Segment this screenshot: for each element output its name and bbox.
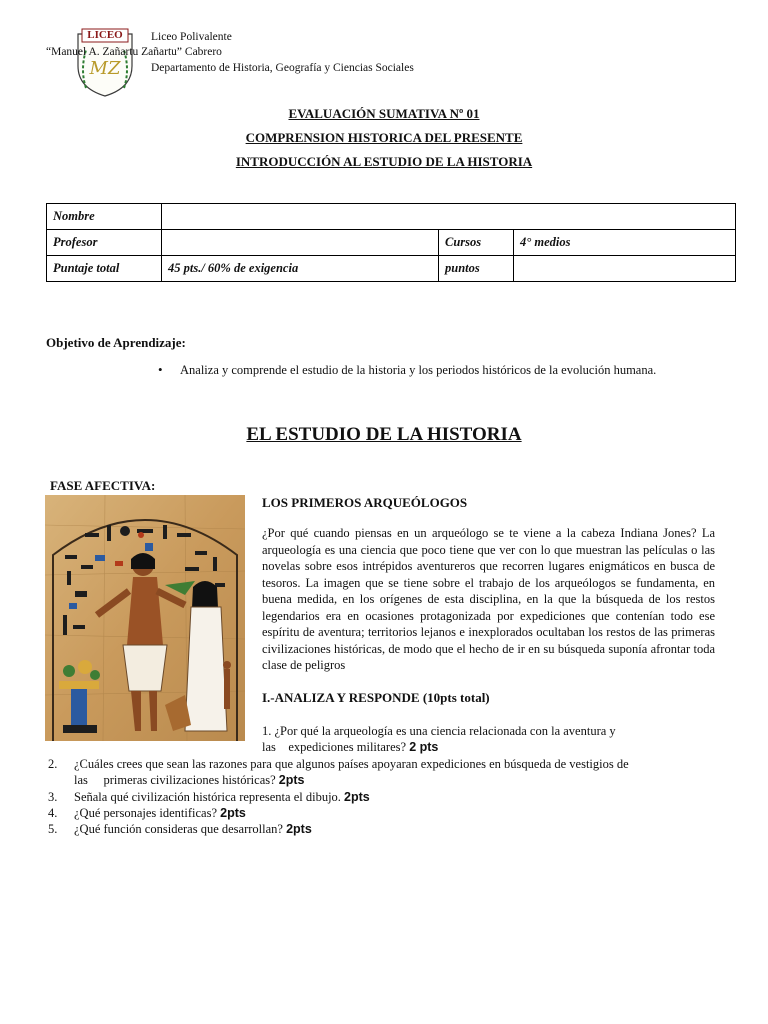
question-1: 1. ¿Por qué la arqueología es una ciencia relacionada con la aventura y las expediciones militares? 2 pts bbox=[262, 724, 616, 754]
question-2: 2. ¿Cuáles crees que sean las razones para que algunos países apoyaran expediciones en búsqueda de vestigios de las primeras civilizaciones históricas? 2pts bbox=[48, 757, 629, 787]
nombre-field[interactable] bbox=[162, 204, 736, 230]
school-name: Liceo Polivalente bbox=[151, 31, 232, 43]
cursos-label: Cursos bbox=[439, 230, 514, 256]
cursos-value: 4° medios bbox=[514, 230, 736, 256]
egyptian-papyrus-image bbox=[45, 495, 245, 741]
objective-heading: Objetivo de Aprendizaje: bbox=[46, 335, 186, 350]
main-title: EL ESTUDIO DE LA HISTORIA bbox=[246, 424, 522, 445]
question-4: 4. ¿Qué personajes identificas? 2pts bbox=[48, 806, 246, 820]
profesor-label: Profesor bbox=[47, 230, 162, 256]
puntos-field[interactable] bbox=[514, 256, 736, 282]
exam-title: EVALUACIÓN SUMATIVA Nº 01 bbox=[288, 106, 480, 121]
puntaje-value: 45 pts./ 60% de exigencia bbox=[162, 256, 439, 282]
bullet-icon: • bbox=[158, 362, 163, 377]
department-name: Departamento de Historia, Geografía y Ciencias Sociales bbox=[151, 62, 414, 74]
objective-text: Analiza y comprende el estudio de la historia y los periodos históricos de la evolución humana. bbox=[180, 363, 657, 377]
student-info-table bbox=[46, 203, 736, 282]
svg-text:MZ: MZ bbox=[89, 58, 121, 79]
profesor-field[interactable] bbox=[162, 230, 439, 256]
article-heading: LOS PRIMEROS ARQUEÓLOGOS bbox=[262, 495, 468, 510]
logo-text: LICEO bbox=[87, 29, 123, 41]
nombre-label: Nombre bbox=[47, 204, 162, 230]
question-3: 3. Señala qué civilización histórica representa el dibujo. 2pts bbox=[48, 790, 370, 804]
exam-unit: INTRODUCCIÓN AL ESTUDIO DE LA HISTORIA bbox=[235, 154, 533, 169]
puntos-label: puntos bbox=[439, 256, 514, 282]
fase-label: FASE AFECTIVA: bbox=[50, 478, 156, 493]
school-logo bbox=[72, 26, 138, 98]
school-full-name: “Manuel A. Zañartu Zañartu” Cabrero bbox=[46, 46, 222, 58]
section-heading: I.-ANALIZA Y RESPONDE (10pts total) bbox=[262, 690, 490, 705]
question-5: 5. ¿Qué función consideras que desarrollan? 2pts bbox=[48, 822, 312, 836]
exam-subtitle: COMPRENSION HISTORICA DEL PRESENTE bbox=[245, 130, 523, 145]
article-body: ¿Por qué cuando piensas en un arqueólogo se te viene a la cabeza Indiana Jones? La arqueología es una ciencia que poco tiene que ver con lo que muestran las películas o las novelas sobre esos intrépidos aventureros que recorren lugares enigmáticos en busca de tesoros. La imagen que se tiene sobre el trabajo de los arqueólogos se fundamenta, en buena medida, en los orígenes de esta disciplina, en la que la búsqueda de los restos legendarios era en ocasiones protagonizada por expediciones que contenían todo ese espíritu de aventura; territorios lejanos e inexplorados ocultaban los restos de las primeras civilizaciones históricas, de modo que el hecho de ir en su búsqueda suponía afrontar toda clase de peligros bbox=[262, 526, 715, 672]
puntaje-label: Puntaje total bbox=[47, 256, 162, 282]
